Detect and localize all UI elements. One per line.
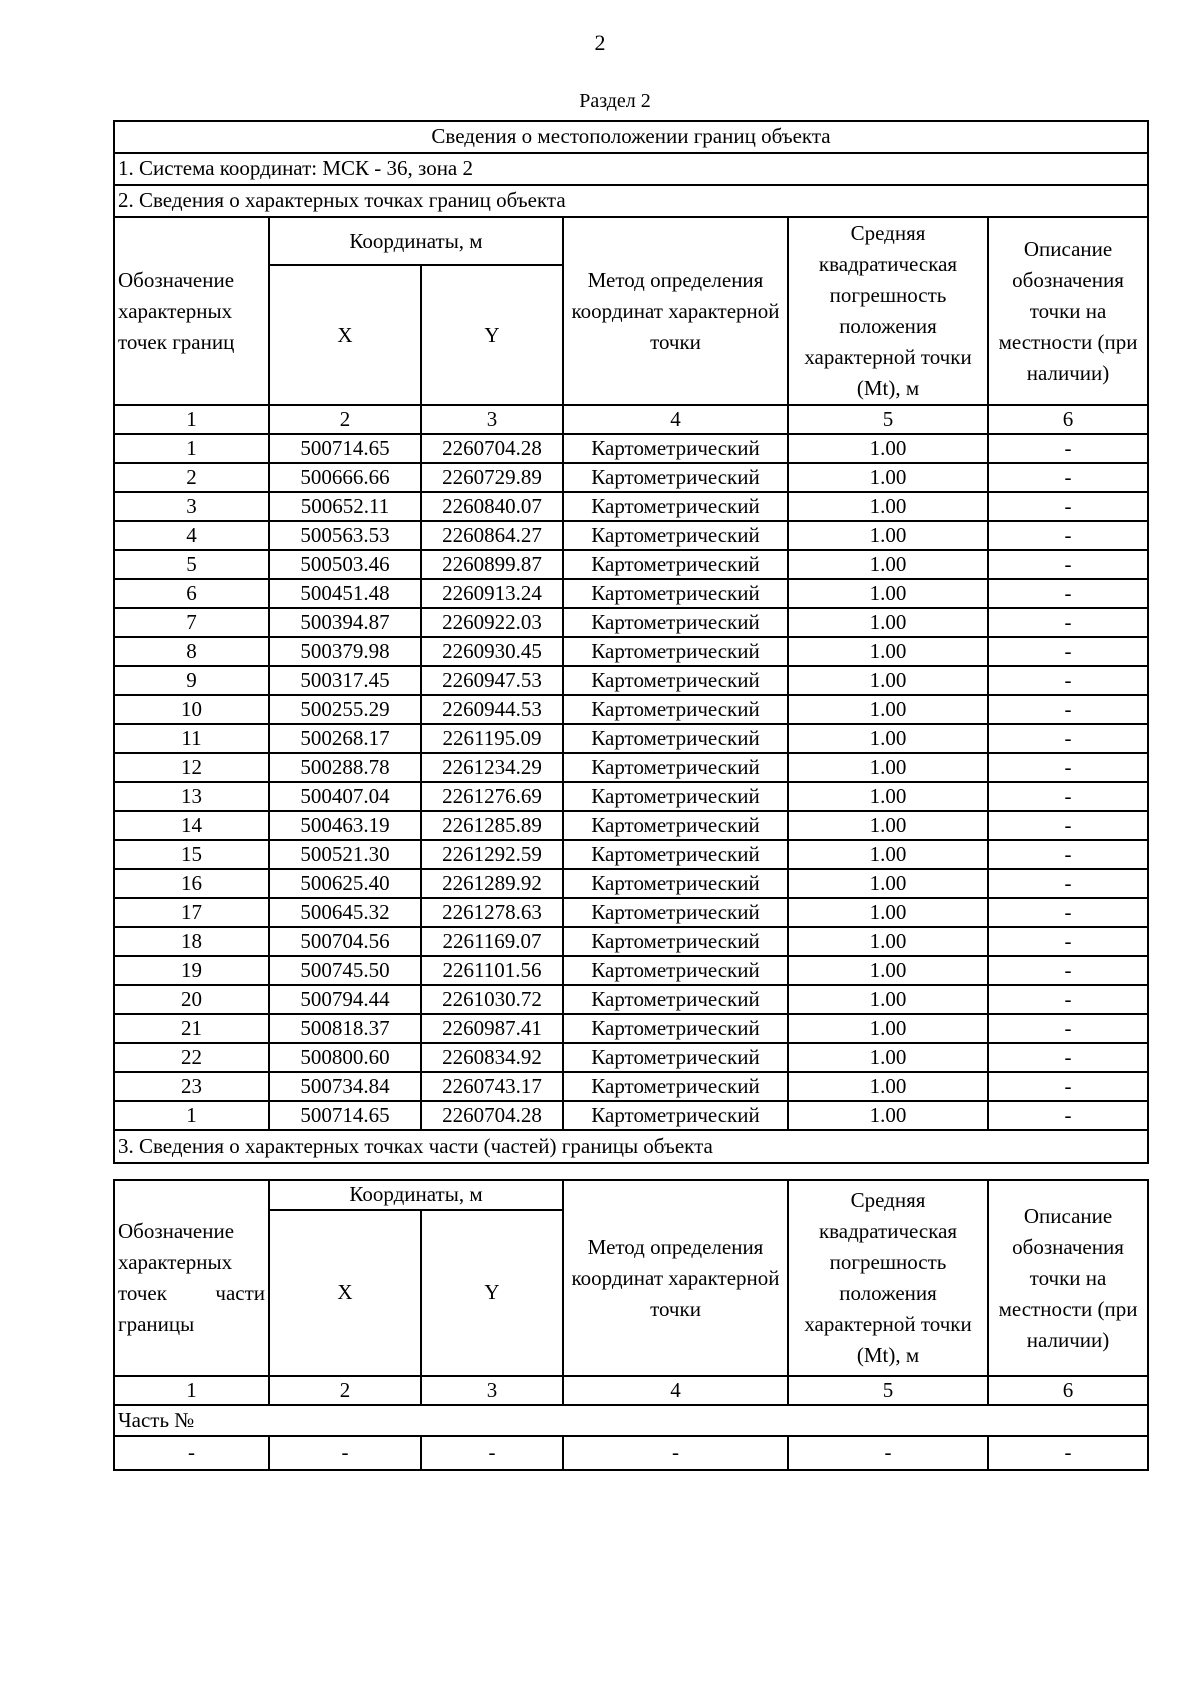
table-row: [114, 753, 1148, 782]
point-number-cell: 5: [114, 550, 269, 579]
point-number-cell: 18: [114, 927, 269, 956]
header-method: Метод определения координат характерной точки: [563, 217, 788, 405]
method-cell: Картометрический: [563, 927, 788, 956]
point-number-cell: 1: [114, 1101, 269, 1130]
parts-header-description: Описание обозначения точки на местности (при наличии): [988, 1180, 1148, 1376]
error-cell: 1.00: [788, 782, 988, 811]
column-number: 5: [788, 405, 988, 434]
boundary-table: [113, 120, 1149, 1164]
method-cell: Картометрический: [563, 550, 788, 579]
point-number-cell: 17: [114, 898, 269, 927]
method-cell: Картометрический: [563, 956, 788, 985]
part-cell: -: [421, 1436, 563, 1470]
method-cell: Картометрический: [563, 724, 788, 753]
y-coordinate-cell: 2260743.17: [421, 1072, 563, 1101]
point-number-cell: 16: [114, 869, 269, 898]
description-cell: -: [988, 434, 1148, 463]
description-cell: -: [988, 1072, 1148, 1101]
method-cell: Картометрический: [563, 985, 788, 1014]
error-cell: 1.00: [788, 927, 988, 956]
point-number-cell: 1: [114, 434, 269, 463]
point-number-cell: 8: [114, 637, 269, 666]
table-row: [114, 956, 1148, 985]
table-row: [114, 1072, 1148, 1101]
description-cell: -: [988, 724, 1148, 753]
method-cell: Картометрический: [563, 753, 788, 782]
table-row: [114, 695, 1148, 724]
table-row: [114, 637, 1148, 666]
x-coordinate-cell: 500379.98: [269, 637, 421, 666]
parts-header-x: X: [269, 1210, 421, 1376]
y-coordinate-cell: 2260913.24: [421, 579, 563, 608]
column-number: 5: [788, 1376, 988, 1405]
y-coordinate-cell: 2260987.41: [421, 1014, 563, 1043]
description-cell: -: [988, 927, 1148, 956]
error-cell: 1.00: [788, 579, 988, 608]
error-cell: 1.00: [788, 869, 988, 898]
error-cell: 1.00: [788, 1043, 988, 1072]
description-cell: -: [988, 956, 1148, 985]
error-cell: 1.00: [788, 434, 988, 463]
column-number: 2: [269, 1376, 421, 1405]
column-number: 3: [421, 405, 563, 434]
table-row: [114, 985, 1148, 1014]
y-coordinate-cell: 2260840.07: [421, 492, 563, 521]
page-number: 2: [594, 30, 606, 55]
description-cell: -: [988, 811, 1148, 840]
part-cell: -: [114, 1436, 269, 1470]
y-coordinate-cell: 2260944.53: [421, 695, 563, 724]
description-cell: -: [988, 492, 1148, 521]
point-number-cell: 15: [114, 840, 269, 869]
column-number: 1: [114, 1376, 269, 1405]
table-row: [114, 1043, 1148, 1072]
y-coordinate-cell: 2260864.27: [421, 521, 563, 550]
point-number-cell: 6: [114, 579, 269, 608]
header-error: Средняя квадратическая погрешность положения характерной точки (Mt), м: [788, 217, 988, 405]
column-number: 6: [988, 1376, 1148, 1405]
error-cell: 1.00: [788, 463, 988, 492]
header-point-designation: Обозначение характерных точек границ: [114, 217, 269, 405]
y-coordinate-cell: 2261285.89: [421, 811, 563, 840]
x-coordinate-cell: 500394.87: [269, 608, 421, 637]
x-coordinate-cell: 500288.78: [269, 753, 421, 782]
section-label: Раздел 2: [579, 90, 651, 112]
y-coordinate-cell: 2261292.59: [421, 840, 563, 869]
description-cell: -: [988, 521, 1148, 550]
error-cell: 1.00: [788, 666, 988, 695]
parts-header-error: Средняя квадратическая погрешность положения характерной точки (Mt), м: [788, 1180, 988, 1376]
description-cell: -: [988, 1043, 1148, 1072]
x-coordinate-cell: 500666.66: [269, 463, 421, 492]
method-cell: Картометрический: [563, 1014, 788, 1043]
table-row: [114, 463, 1148, 492]
table-row: [114, 666, 1148, 695]
method-cell: Картометрический: [563, 666, 788, 695]
method-cell: Картометрический: [563, 898, 788, 927]
point-number-cell: 13: [114, 782, 269, 811]
error-cell: 1.00: [788, 1101, 988, 1130]
y-coordinate-cell: 2261195.09: [421, 724, 563, 753]
error-cell: 1.00: [788, 608, 988, 637]
error-cell: 1.00: [788, 521, 988, 550]
header-description: Описание обозначения точки на местности (при наличии): [988, 217, 1148, 405]
point-number-cell: 3: [114, 492, 269, 521]
description-cell: -: [988, 869, 1148, 898]
table-row: [114, 898, 1148, 927]
x-coordinate-cell: 500794.44: [269, 985, 421, 1014]
table-row: [114, 1014, 1148, 1043]
description-cell: -: [988, 608, 1148, 637]
description-cell: -: [988, 637, 1148, 666]
method-cell: Картометрический: [563, 782, 788, 811]
x-coordinate-cell: 500625.40: [269, 869, 421, 898]
x-coordinate-cell: 500268.17: [269, 724, 421, 753]
error-cell: 1.00: [788, 898, 988, 927]
method-cell: Картометрический: [563, 869, 788, 898]
table-title: Сведения о местоположении границ объекта: [114, 121, 1148, 153]
table-row: [114, 579, 1148, 608]
table-row: [114, 550, 1148, 579]
description-cell: -: [988, 1014, 1148, 1043]
table-row: [114, 811, 1148, 840]
description-cell: -: [988, 463, 1148, 492]
y-coordinate-cell: 2260930.45: [421, 637, 563, 666]
point-number-cell: 11: [114, 724, 269, 753]
column-number: 6: [988, 405, 1148, 434]
method-cell: Картометрический: [563, 695, 788, 724]
method-cell: Картометрический: [563, 811, 788, 840]
error-cell: 1.00: [788, 956, 988, 985]
error-cell: 1.00: [788, 985, 988, 1014]
point-number-cell: 19: [114, 956, 269, 985]
x-coordinate-cell: 500652.11: [269, 492, 421, 521]
y-coordinate-cell: 2261276.69: [421, 782, 563, 811]
description-cell: -: [988, 550, 1148, 579]
column-number: 1: [114, 405, 269, 434]
x-coordinate-cell: 500407.04: [269, 782, 421, 811]
point-number-cell: 9: [114, 666, 269, 695]
table-row: [114, 1101, 1148, 1130]
method-cell: Картометрический: [563, 1043, 788, 1072]
error-cell: 1.00: [788, 811, 988, 840]
y-coordinate-cell: 2261030.72: [421, 985, 563, 1014]
description-cell: -: [988, 666, 1148, 695]
x-coordinate-cell: 500563.53: [269, 521, 421, 550]
header-y: Y: [421, 265, 563, 405]
x-coordinate-cell: 500745.50: [269, 956, 421, 985]
method-cell: Картометрический: [563, 492, 788, 521]
method-cell: Картометрический: [563, 521, 788, 550]
table-row: [114, 521, 1148, 550]
part-cell: -: [788, 1436, 988, 1470]
description-cell: -: [988, 579, 1148, 608]
y-coordinate-cell: 2260899.87: [421, 550, 563, 579]
y-coordinate-cell: 2260704.28: [421, 1101, 563, 1130]
error-cell: 1.00: [788, 637, 988, 666]
point-number-cell: 10: [114, 695, 269, 724]
table-row: [114, 492, 1148, 521]
description-cell: -: [988, 753, 1148, 782]
x-coordinate-cell: 500714.65: [269, 434, 421, 463]
error-cell: 1.00: [788, 840, 988, 869]
part-number-label: Часть №: [114, 1405, 1148, 1436]
point-number-cell: 20: [114, 985, 269, 1014]
method-cell: Картометрический: [563, 637, 788, 666]
parts-header-method: Метод определения координат характерной точки: [563, 1180, 788, 1376]
x-coordinate-cell: 500818.37: [269, 1014, 421, 1043]
method-cell: Картометрический: [563, 1072, 788, 1101]
point-number-cell: 22: [114, 1043, 269, 1072]
x-coordinate-cell: 500255.29: [269, 695, 421, 724]
points-section-title: 2. Сведения о характерных точках границ объекта: [114, 185, 1148, 217]
table-row: [114, 724, 1148, 753]
column-number: 4: [563, 405, 788, 434]
y-coordinate-cell: 2260947.53: [421, 666, 563, 695]
header-x: X: [269, 265, 421, 405]
x-coordinate-cell: 500645.32: [269, 898, 421, 927]
column-number: 4: [563, 1376, 788, 1405]
table-row: [114, 840, 1148, 869]
method-cell: Картометрический: [563, 840, 788, 869]
parts-header-y: Y: [421, 1210, 563, 1376]
x-coordinate-cell: 500451.48: [269, 579, 421, 608]
x-coordinate-cell: 500800.60: [269, 1043, 421, 1072]
table-row: [114, 927, 1148, 956]
description-cell: -: [988, 985, 1148, 1014]
parts-section-title: 3. Сведения о характерных точках части (частей) границы объекта: [114, 1130, 1148, 1163]
column-number: 2: [269, 405, 421, 434]
method-cell: Картометрический: [563, 608, 788, 637]
point-number-cell: 21: [114, 1014, 269, 1043]
error-cell: 1.00: [788, 1072, 988, 1101]
point-number-cell: 23: [114, 1072, 269, 1101]
x-coordinate-cell: 500714.65: [269, 1101, 421, 1130]
table-row: [114, 869, 1148, 898]
error-cell: 1.00: [788, 492, 988, 521]
y-coordinate-cell: 2260922.03: [421, 608, 563, 637]
header-coordinates: Координаты, м: [269, 217, 563, 265]
x-coordinate-cell: 500734.84: [269, 1072, 421, 1101]
method-cell: Картометрический: [563, 463, 788, 492]
x-coordinate-cell: 500317.45: [269, 666, 421, 695]
point-number-cell: 7: [114, 608, 269, 637]
error-cell: 1.00: [788, 550, 988, 579]
y-coordinate-cell: 2261289.92: [421, 869, 563, 898]
point-number-cell: 14: [114, 811, 269, 840]
table-row: [114, 608, 1148, 637]
description-cell: -: [988, 840, 1148, 869]
parts-table: [113, 1179, 1149, 1471]
y-coordinate-cell: 2261101.56: [421, 956, 563, 985]
description-cell: -: [988, 782, 1148, 811]
x-coordinate-cell: 500704.56: [269, 927, 421, 956]
description-cell: -: [988, 898, 1148, 927]
part-cell: -: [563, 1436, 788, 1470]
y-coordinate-cell: 2260704.28: [421, 434, 563, 463]
point-number-cell: 4: [114, 521, 269, 550]
y-coordinate-cell: 2260729.89: [421, 463, 563, 492]
error-cell: 1.00: [788, 695, 988, 724]
description-cell: -: [988, 695, 1148, 724]
table-row: [114, 782, 1148, 811]
error-cell: 1.00: [788, 1014, 988, 1043]
method-cell: Картометрический: [563, 1101, 788, 1130]
parts-header-coordinates: Координаты, м: [269, 1180, 563, 1210]
method-cell: Картометрический: [563, 434, 788, 463]
error-cell: 1.00: [788, 753, 988, 782]
x-coordinate-cell: 500503.46: [269, 550, 421, 579]
coordinate-system: 1. Система координат: МСК - 36, зона 2: [114, 153, 1148, 185]
y-coordinate-cell: 2261234.29: [421, 753, 563, 782]
column-number: 3: [421, 1376, 563, 1405]
x-coordinate-cell: 500521.30: [269, 840, 421, 869]
y-coordinate-cell: 2260834.92: [421, 1043, 563, 1072]
point-number-cell: 2: [114, 463, 269, 492]
error-cell: 1.00: [788, 724, 988, 753]
method-cell: Картометрический: [563, 579, 788, 608]
part-cell: -: [269, 1436, 421, 1470]
part-cell: -: [988, 1436, 1148, 1470]
y-coordinate-cell: 2261278.63: [421, 898, 563, 927]
point-number-cell: 12: [114, 753, 269, 782]
parts-header-point-designation: Обозначение характерных точек части границы: [114, 1180, 269, 1376]
x-coordinate-cell: 500463.19: [269, 811, 421, 840]
description-cell: -: [988, 1101, 1148, 1130]
table-row: [114, 434, 1148, 463]
y-coordinate-cell: 2261169.07: [421, 927, 563, 956]
